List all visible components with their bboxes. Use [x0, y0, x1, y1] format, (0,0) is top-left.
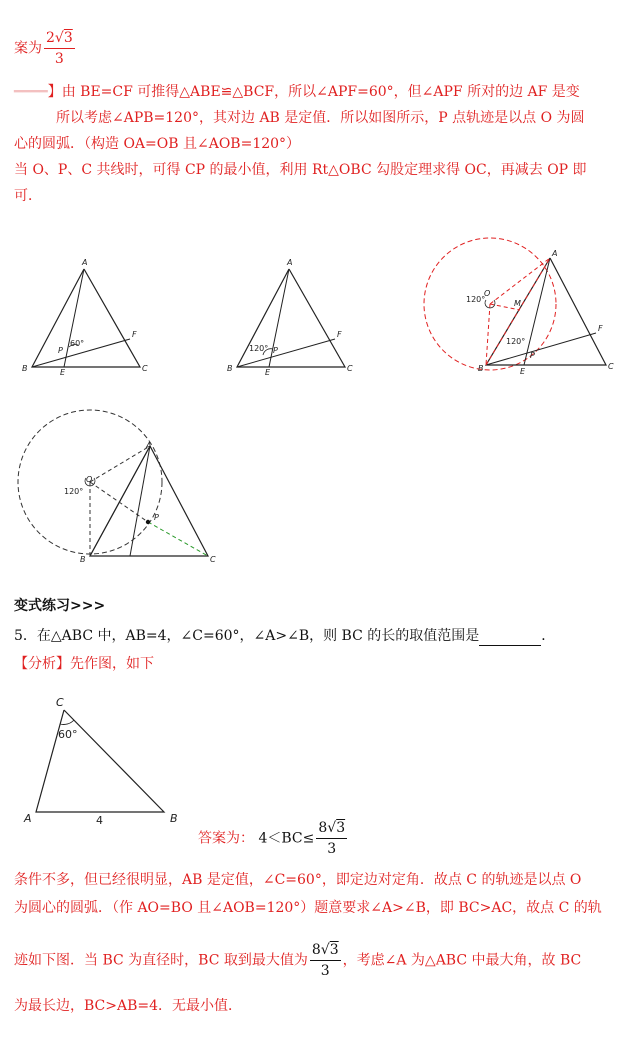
answer-5-num-coef: 8: [318, 820, 328, 836]
fig2-label-c: C: [347, 364, 353, 373]
figure-2: [225, 255, 360, 375]
tri5-side: 4: [96, 814, 103, 827]
analysis-tag: 】: [47, 84, 62, 100]
fig4-label-p: P: [154, 513, 159, 522]
fig1-label-p: P: [58, 346, 63, 355]
answer-5-prefix: 答案为：: [198, 830, 254, 847]
answer-fraction: $\frac{2√3}{3}$: [46, 30, 73, 67]
fig3-label-m: M: [514, 299, 521, 308]
section-title: 变式练习>>>: [14, 598, 106, 614]
answer-5-left: 4＜BC≤: [258, 830, 315, 847]
explain-5-frac-coef: 8: [311, 942, 321, 958]
analysis-line-1: ━━━━】由 BE=CF 可推得△ABE≌△BCF，所以∠APF=60°，但∠APF 所对的边 AF 是变: [14, 84, 580, 100]
tri5-label-a: A: [24, 812, 32, 825]
fig4-label-b: B: [80, 555, 86, 564]
fig3-label-a: A: [552, 249, 558, 258]
problem-5: [14, 626, 555, 646]
answer-blank: [479, 631, 541, 646]
explain-5-line-3a: 迹如下图．当 BC 为直径时，BC 取到最大值为: [14, 952, 308, 969]
fig2-label-f: F: [337, 330, 342, 339]
fig3-label-o: O: [484, 289, 491, 298]
problem-5-text: 5．在△ABC 中，AB=4，∠C=60°，∠A>∠B，则 BC 的长的取值范围是: [14, 628, 480, 644]
fig2-label-p: P: [273, 346, 278, 355]
fig1-label-f: F: [132, 330, 137, 339]
answer-5-fraction: $\frac{8√3}{3}$: [318, 820, 346, 857]
fig4-label-c: C: [210, 555, 216, 564]
fig3-label-b: B: [478, 364, 484, 373]
explain-5-line-2: 为圆心的圆弧．（作 AO=BO 且∠AOB=120°）题意要求∠A>∠B，即 BC>AC，故点 C 的轨: [14, 900, 602, 916]
frac-num-coef: 2: [46, 30, 55, 46]
fig1-label-b: B: [22, 364, 28, 373]
fig2-angle: 120°: [249, 344, 269, 353]
fig3-label-c: C: [608, 362, 614, 371]
explain-5-line-3: [14, 940, 581, 981]
figure-1: [20, 255, 155, 375]
answer-5-num-rad: 3: [336, 820, 346, 836]
fig2-label-a: A: [287, 258, 293, 267]
tri5-label-c: C: [56, 696, 64, 709]
analysis-line-5: 可．: [14, 188, 42, 204]
answer-prefix: 案为: [14, 40, 42, 57]
fig3-label-p: P: [530, 351, 535, 360]
figure-4: [10, 410, 225, 570]
analysis-text-1: 由 BE=CF 可推得△ABE≌△BCF，所以∠APF=60°，但∠APF 所对的边 AF 是变: [61, 84, 580, 100]
fig4-label-a: A: [146, 441, 152, 450]
tri5-angle: 60°: [58, 728, 78, 741]
fig1-label-c: C: [142, 364, 148, 373]
fig3-angle-o: 120°: [466, 295, 486, 304]
explain-5-fraction: $\frac{8√3}{3}$: [311, 942, 339, 979]
fig1-angle: 60°: [70, 339, 85, 348]
analysis-line-4: 当 O、P、C 共线时，可得 CP 的最小值，利用 Rt△OBC 勾股定理求得 OC，再减去 OP 即: [14, 162, 587, 178]
tri5-label-b: B: [170, 812, 178, 825]
frac-den: 3: [54, 51, 64, 67]
explain-5-frac-den: 3: [320, 963, 330, 979]
fig4-label-o: O: [86, 475, 93, 484]
fig4-angle: 120°: [64, 487, 84, 496]
fig3-angle-p: 120°: [506, 337, 526, 346]
explain-5-line-1: 条件不多，但已经很明显，AB 是定值，∠C=60°，即定边对定角．故点 C 的轨迹是以点 O: [14, 872, 582, 888]
analysis-line-2: 所以考虑∠APB=120°，其对边 AB 是定值．所以如图所示，P 点轨迹是以点 O 为圆: [56, 110, 585, 126]
explain-5-line-3b: ，考虑∠A 为△ABC 中最大角，故 BC: [342, 952, 582, 969]
answer-5: [198, 818, 349, 859]
frac-num-rad: 3: [63, 30, 73, 46]
analysis-line-3: 心的圆弧．（构造 OA=OB 且∠AOB=120°）: [14, 136, 301, 152]
fig1-label-e: E: [60, 368, 66, 377]
fig2-label-b: B: [227, 364, 233, 373]
fig3-label-f: F: [598, 324, 603, 333]
figure-3: [420, 238, 620, 383]
explain-5-frac-rad: 3: [329, 942, 339, 958]
problem-5-tail: ．: [541, 628, 556, 644]
fig3-label-e: E: [520, 367, 526, 376]
answer-top: [14, 28, 77, 69]
fig2-label-e: E: [265, 368, 271, 377]
explain-5-line-4: 为最长边，BC>AB=4．无最小值．: [14, 998, 243, 1014]
analysis-5: 【分析】先作图，如下: [14, 656, 154, 672]
fig1-label-a: A: [82, 258, 88, 267]
triangle-figure-5: [22, 692, 192, 832]
answer-5-den: 3: [327, 841, 337, 857]
